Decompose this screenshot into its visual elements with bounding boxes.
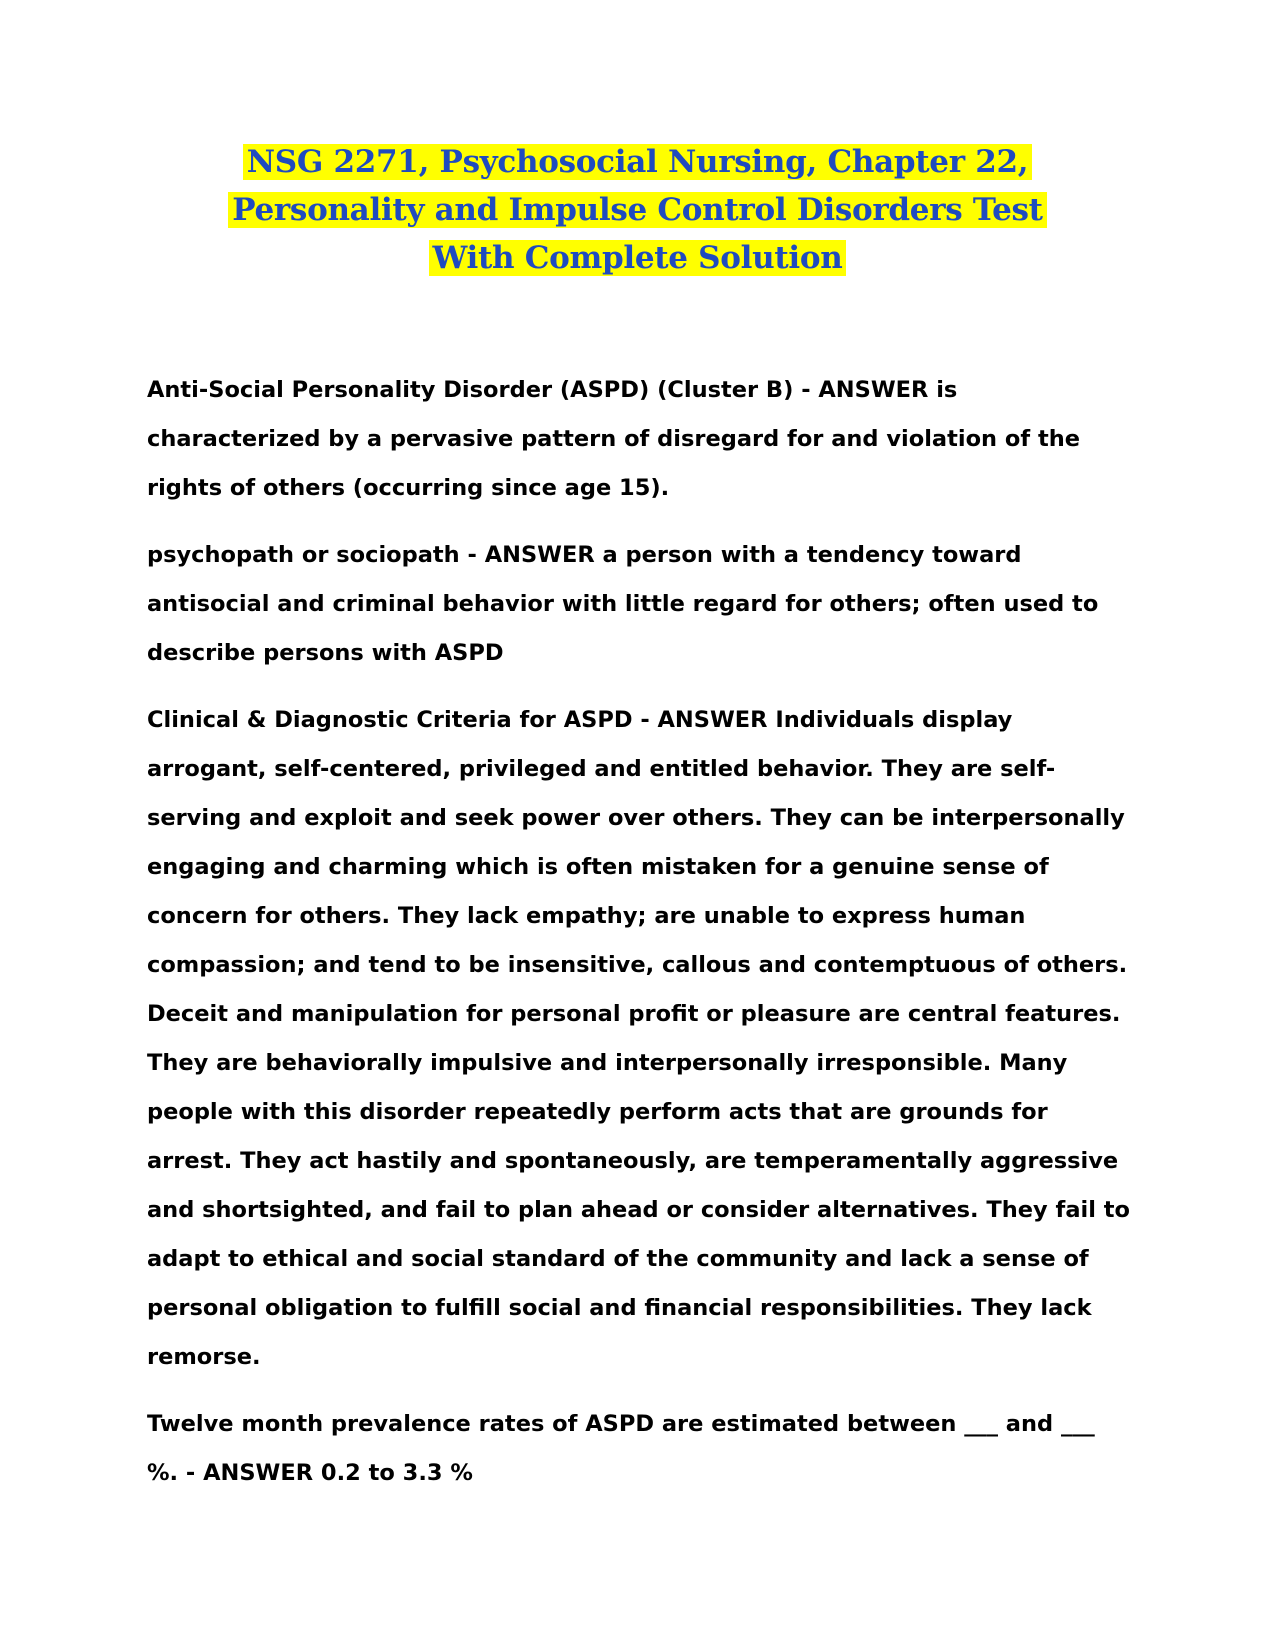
question-term: psychopath or sociopath -: [147, 542, 485, 568]
question-term: Anti-Social Personality Disorder (ASPD) (Cluster B) -: [147, 377, 818, 403]
title-line-1: NSG 2271, Psychosocial Nursing, Chapter 22,: [0, 138, 1275, 186]
answer-text: a person with a tendency toward antisocial and criminal behavior with little regard for others; often used to describe persons with ASPD: [147, 542, 1099, 666]
qa-entry-psychopath: [147, 531, 1132, 678]
document-body: [147, 366, 1132, 1516]
document-title: [0, 138, 1275, 282]
qa-entry-aspd: [147, 366, 1132, 513]
title-line-3: With Complete Solution: [0, 234, 1275, 282]
title-line-2: Personality and Impulse Control Disorders Test: [0, 186, 1275, 234]
question-term: Twelve month prevalence rates of ASPD are estimated between ___ and ___ %. -: [147, 1411, 1095, 1486]
answer-text: 0.2 to 3.3 %: [320, 1460, 473, 1486]
answer-text: Individuals display arrogant, self-centered, privileged and entitled behavior. They are self-serving and exploit and seek power over others. They can be interpersonally engaging and charming which is often mistaken for a genuine sense of concern for others. They lack empathy; are unable to express human compassion; and tend to be insensitive, callous and contemptuous of others. Deceit and manipulation for personal profit or pleasure are central features. They are behaviorally impulsive and interpersonally irresponsible. Many people with this disorder repeatedly perform acts that are grounds for arrest. They act hastily and spontaneously, are temperamentally aggressive and shortsighted, and fail to plan ahead or consider alternatives. They fail to adapt to ethical and social standard of the community and lack a sense of personal obligation to fulfill social and financial responsibilities. They lack remorse.: [147, 707, 1130, 1370]
qa-entry-clinical-criteria: [147, 696, 1132, 1382]
qa-entry-prevalence: [147, 1400, 1132, 1498]
question-term: Clinical & Diagnostic Criteria for ASPD -: [147, 707, 658, 733]
answer-label: ANSWER: [484, 542, 595, 568]
answer-label: ANSWER: [203, 1460, 314, 1486]
answer-label: ANSWER: [818, 377, 929, 403]
answer-label: ANSWER: [657, 707, 768, 733]
answer-text: is characterized by a pervasive pattern of disregard for and violation of the rights of others (occurring since age 15).: [147, 377, 1080, 501]
